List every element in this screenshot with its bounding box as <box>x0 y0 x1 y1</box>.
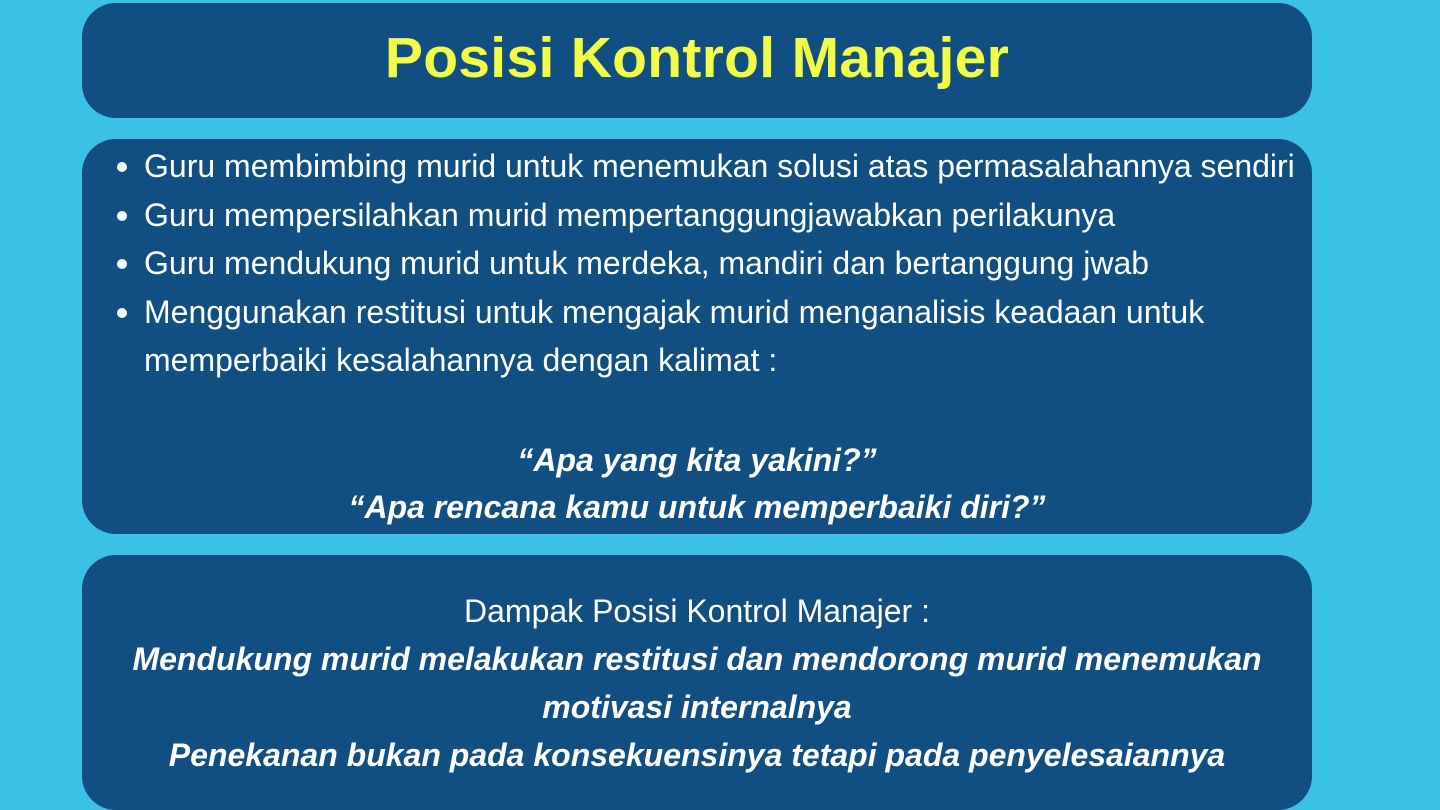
bullet-dot-icon <box>117 259 127 269</box>
quote-block <box>82 437 1312 531</box>
bullet-list <box>82 142 1312 385</box>
title-panel <box>82 3 1312 118</box>
bullet-item <box>82 288 1312 385</box>
slide-title: Posisi Kontrol Manajer <box>384 25 1010 90</box>
bullet-item <box>82 239 1312 288</box>
impact-heading: Dampak Posisi Kontrol Manajer : <box>464 593 930 629</box>
bullet-text: Guru mendukung murid untuk merdeka, mandiri dan bertanggung jwab <box>144 245 1150 281</box>
bullet-item <box>82 142 1312 191</box>
bullet-text: Guru membimbing murid untuk menemukan solusi atas permasalahannya sendiri <box>144 148 1295 184</box>
impact-panel <box>82 555 1312 810</box>
quote-line: “Apa rencana kamu untuk memperbaiki diri?” <box>348 489 1046 525</box>
bullet-text: Guru mempersilahkan murid mempertanggungjawabkan perilakunya <box>144 196 1116 233</box>
quote-line: “Apa yang kita yakini?” <box>517 442 877 478</box>
bullet-text: Menggunakan restitusi untuk mengajak murid menganalisis keadaan untuk memperbaiki kesalahannya dengan kalimat : <box>144 293 1205 378</box>
bullet-dot-icon <box>117 211 127 221</box>
impact-line: Mendukung murid melakukan restitusi dan mendorong murid menemukan motivasi internalnya <box>132 641 1262 725</box>
points-panel <box>82 139 1312 534</box>
impact-line: Penekanan bukan pada konsekuensinya tetapi pada penyelesaiannya <box>168 737 1226 773</box>
bullet-dot-icon <box>117 308 127 318</box>
bullet-item <box>82 191 1312 240</box>
bullet-dot-icon <box>117 162 127 172</box>
